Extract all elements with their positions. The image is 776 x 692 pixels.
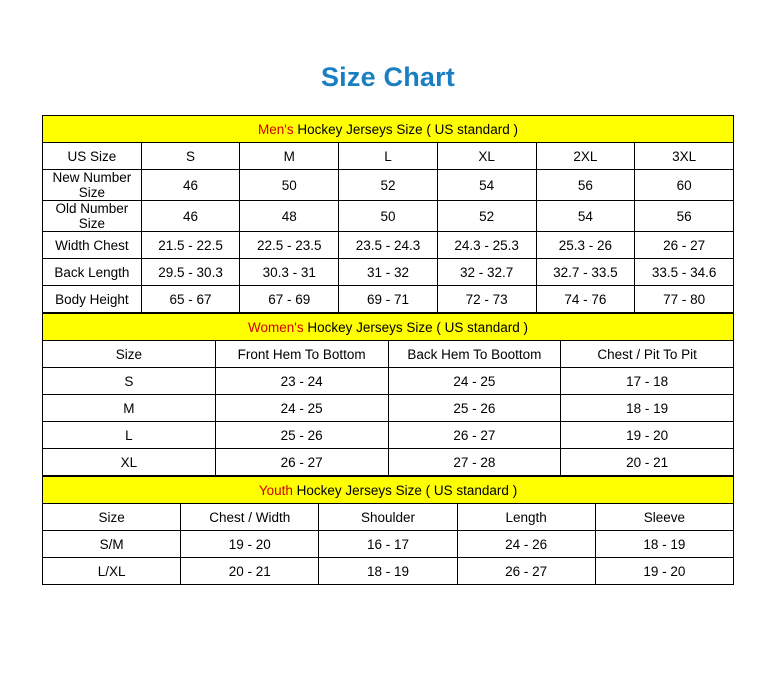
mens-r1-c2: 48 bbox=[240, 201, 339, 232]
mens-r4-c5: 74 - 76 bbox=[536, 286, 635, 313]
mens-r3-c2: 30.3 - 31 bbox=[240, 259, 339, 286]
table-header-row bbox=[43, 143, 734, 170]
youth-col-0: Size bbox=[43, 504, 181, 531]
table-row bbox=[43, 395, 734, 422]
mens-r2-c1: 21.5 - 22.5 bbox=[141, 232, 240, 259]
mens-r1-c4: 52 bbox=[437, 201, 536, 232]
mens-r3-c5: 32.7 - 33.5 bbox=[536, 259, 635, 286]
mens-band-accent: Men's bbox=[258, 121, 294, 137]
womens-r0-c2: 24 - 25 bbox=[388, 368, 561, 395]
mens-col-0: US Size bbox=[43, 143, 142, 170]
mens-col-4: XL bbox=[437, 143, 536, 170]
youth-col-3: Length bbox=[457, 504, 595, 531]
youth-r1-c2: 18 - 19 bbox=[319, 558, 457, 585]
mens-r0-c4: 54 bbox=[437, 170, 536, 201]
mens-r0-c2: 50 bbox=[240, 170, 339, 201]
table-row bbox=[43, 259, 734, 286]
mens-r2-c2: 22.5 - 23.5 bbox=[240, 232, 339, 259]
womens-col-0: Size bbox=[43, 341, 216, 368]
mens-col-5: 2XL bbox=[536, 143, 635, 170]
mens-r3-c0: Back Length bbox=[43, 259, 142, 286]
mens-r4-c0: Body Height bbox=[43, 286, 142, 313]
mens-r0-c6: 60 bbox=[635, 170, 734, 201]
mens-col-1: S bbox=[141, 143, 240, 170]
youth-band-cell bbox=[43, 477, 734, 504]
mens-col-6: 3XL bbox=[635, 143, 734, 170]
womens-r3-c2: 27 - 28 bbox=[388, 449, 561, 476]
womens-band-accent: Women's bbox=[248, 319, 304, 335]
womens-r0-c1: 23 - 24 bbox=[215, 368, 388, 395]
youth-r1-c0: L/XL bbox=[43, 558, 181, 585]
mens-size-table bbox=[42, 115, 734, 313]
mens-r4-c1: 65 - 67 bbox=[141, 286, 240, 313]
womens-col-3: Chest / Pit To Pit bbox=[561, 341, 734, 368]
youth-col-1: Chest / Width bbox=[181, 504, 319, 531]
mens-r4-c2: 67 - 69 bbox=[240, 286, 339, 313]
mens-r4-c4: 72 - 73 bbox=[437, 286, 536, 313]
womens-band-cell bbox=[43, 314, 734, 341]
youth-r0-c1: 19 - 20 bbox=[181, 531, 319, 558]
mens-r0-c3: 52 bbox=[339, 170, 438, 201]
womens-col-2: Back Hem To Boottom bbox=[388, 341, 561, 368]
size-tables-container bbox=[42, 115, 734, 585]
womens-r1-c0: M bbox=[43, 395, 216, 422]
youth-size-table bbox=[42, 476, 734, 585]
mens-r0-c0: New Number Size bbox=[43, 170, 142, 201]
table-row bbox=[43, 422, 734, 449]
youth-r0-c0: S/M bbox=[43, 531, 181, 558]
table-row bbox=[43, 449, 734, 476]
mens-r3-c4: 32 - 32.7 bbox=[437, 259, 536, 286]
youth-r0-c4: 18 - 19 bbox=[595, 531, 733, 558]
youth-r1-c3: 26 - 27 bbox=[457, 558, 595, 585]
mens-r3-c1: 29.5 - 30.3 bbox=[141, 259, 240, 286]
youth-r0-c2: 16 - 17 bbox=[319, 531, 457, 558]
mens-r1-c3: 50 bbox=[339, 201, 438, 232]
table-header-row bbox=[43, 341, 734, 368]
youth-band-rest: Hockey Jerseys Size ( US standard ) bbox=[292, 482, 518, 498]
table-row bbox=[43, 201, 734, 232]
womens-band-rest: Hockey Jerseys Size ( US standard ) bbox=[303, 319, 528, 335]
youth-band-accent: Youth bbox=[258, 482, 293, 498]
womens-r2-c3: 19 - 20 bbox=[561, 422, 734, 449]
womens-r1-c1: 24 - 25 bbox=[215, 395, 388, 422]
mens-r2-c6: 26 - 27 bbox=[635, 232, 734, 259]
mens-r3-c6: 33.5 - 34.6 bbox=[635, 259, 734, 286]
table-band-row bbox=[43, 116, 734, 143]
table-header-row bbox=[43, 504, 734, 531]
mens-r2-c3: 23.5 - 24.3 bbox=[339, 232, 438, 259]
table-row bbox=[43, 232, 734, 259]
table-row bbox=[43, 368, 734, 395]
table-row bbox=[43, 531, 734, 558]
mens-r1-c5: 54 bbox=[536, 201, 635, 232]
womens-r2-c0: L bbox=[43, 422, 216, 449]
table-row bbox=[43, 558, 734, 585]
mens-r2-c4: 24.3 - 25.3 bbox=[437, 232, 536, 259]
mens-r2-c0: Width Chest bbox=[43, 232, 142, 259]
table-band-row bbox=[43, 477, 734, 504]
table-band-row bbox=[43, 314, 734, 341]
mens-r3-c3: 31 - 32 bbox=[339, 259, 438, 286]
womens-col-1: Front Hem To Bottom bbox=[215, 341, 388, 368]
mens-r2-c5: 25.3 - 26 bbox=[536, 232, 635, 259]
womens-size-table bbox=[42, 313, 734, 476]
mens-col-2: M bbox=[240, 143, 339, 170]
womens-r0-c0: S bbox=[43, 368, 216, 395]
womens-r0-c3: 17 - 18 bbox=[561, 368, 734, 395]
youth-r1-c4: 19 - 20 bbox=[595, 558, 733, 585]
mens-band-cell bbox=[43, 116, 734, 143]
mens-r4-c3: 69 - 71 bbox=[339, 286, 438, 313]
mens-r0-c5: 56 bbox=[536, 170, 635, 201]
womens-r2-c2: 26 - 27 bbox=[388, 422, 561, 449]
womens-r3-c3: 20 - 21 bbox=[561, 449, 734, 476]
mens-r1-c1: 46 bbox=[141, 201, 240, 232]
mens-r1-c6: 56 bbox=[635, 201, 734, 232]
mens-r4-c6: 77 - 80 bbox=[635, 286, 734, 313]
mens-band-rest: Hockey Jerseys Size ( US standard ) bbox=[293, 121, 518, 137]
mens-r1-c0: Old Number Size bbox=[43, 201, 142, 232]
youth-col-4: Sleeve bbox=[595, 504, 733, 531]
womens-r2-c1: 25 - 26 bbox=[215, 422, 388, 449]
mens-r0-c1: 46 bbox=[141, 170, 240, 201]
womens-r1-c2: 25 - 26 bbox=[388, 395, 561, 422]
youth-r1-c1: 20 - 21 bbox=[181, 558, 319, 585]
womens-r3-c1: 26 - 27 bbox=[215, 449, 388, 476]
womens-r3-c0: XL bbox=[43, 449, 216, 476]
youth-col-2: Shoulder bbox=[319, 504, 457, 531]
womens-r1-c3: 18 - 19 bbox=[561, 395, 734, 422]
mens-col-3: L bbox=[339, 143, 438, 170]
table-row bbox=[43, 286, 734, 313]
youth-r0-c3: 24 - 26 bbox=[457, 531, 595, 558]
table-row bbox=[43, 170, 734, 201]
page-title: Size Chart bbox=[320, 62, 456, 92]
